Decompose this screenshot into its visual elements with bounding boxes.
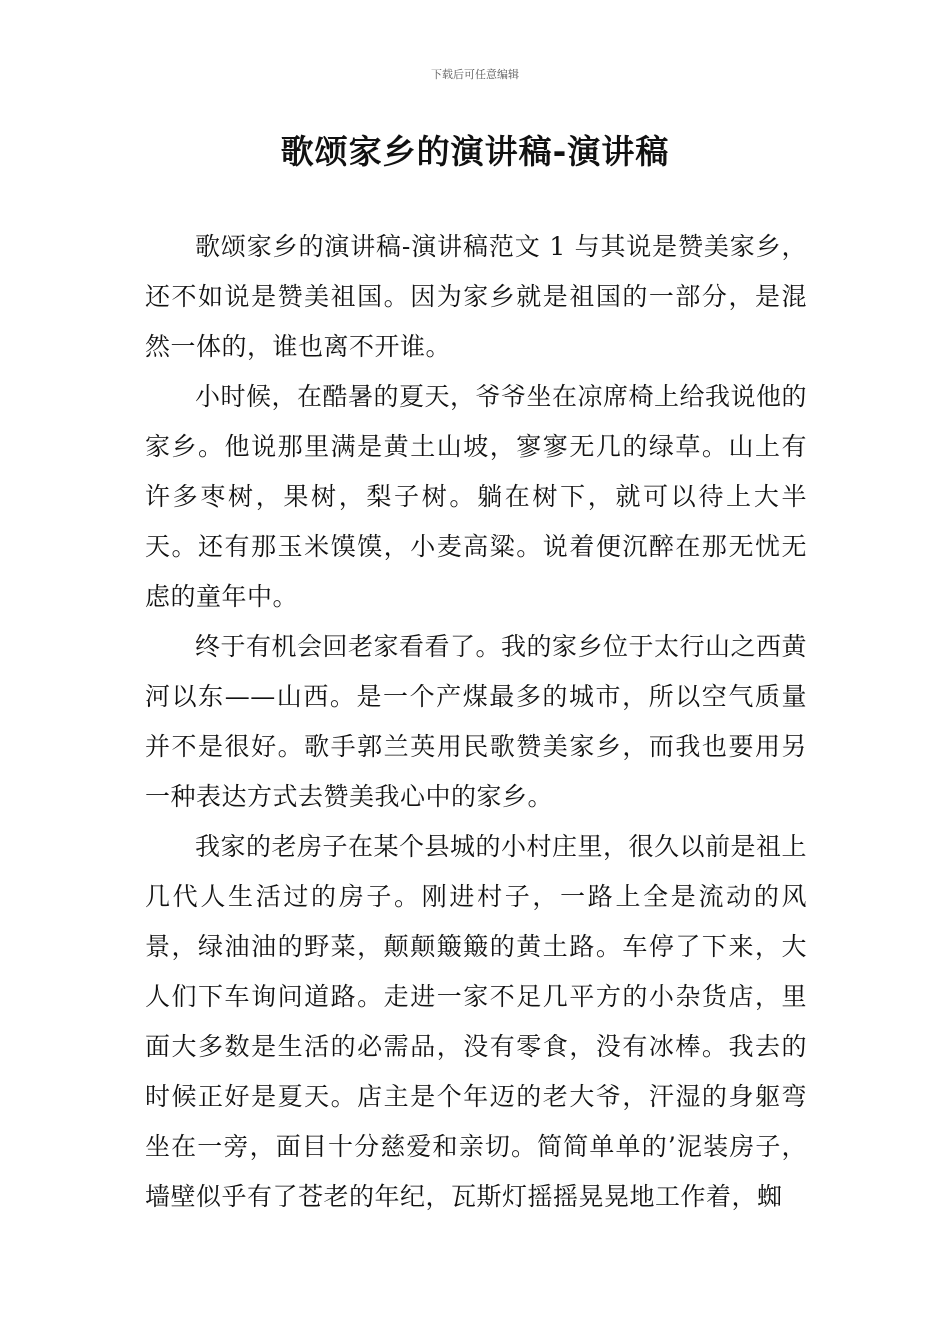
document-title: 歌颂家乡的演讲稿-演讲稿 <box>280 132 670 171</box>
paragraph-4: 我家的老房子在某个县城的小村庄里，很久以前是祖上几代人生活过的房子。刚进村子，一路上全是流动的风景，绿油油的野菜，颠颠簸簸的黄土路。车停了下来，大人们下车询问道路。走进一家不足几平方的小杂货店，里面大多数是生活的必需品，没有零食，没有冰棒。我去的时候正好是夏天。店主是个年迈的老大爷，汗湿的身躯弯坐在一旁，面目十分慈爱和亲切。简简单单的’泥装房子，墙壁似乎有了苍老的年纪，瓦斯灯摇摇晃晃地工作着，蜘 <box>145 832 808 1211</box>
header-note: 下载后可任意编辑 <box>431 68 519 81</box>
document-body <box>145 222 807 1222</box>
paragraph-3: 终于有机会回老家看看了。我的家乡位于太行山之西黄河以东——山西。是一个产煤最多的城市，所以空气质量并不是很好。歌手郭兰英用民歌赞美家乡，而我也要用另一种表达方式去赞美我心中的家乡。 <box>145 632 808 811</box>
paragraph-1: 歌颂家乡的演讲稿-演讲稿范文 1 与其说是赞美家乡，还不如说是赞美祖国。因为家乡就是祖国的一部分，是混然一体的，谁也离不开谁。 <box>145 232 807 361</box>
paragraph-2: 小时候，在酷暑的夏天，爷爷坐在凉席椅上给我说他的家乡。他说那里满是黄土山坡，寥寥无几的绿草。山上有许多枣树，果树，梨子树。躺在树下，就可以待上大半天。还有那玉米馍馍，小麦高粱。说着便沉醉在那无忧无虑的童年中。 <box>145 382 808 611</box>
